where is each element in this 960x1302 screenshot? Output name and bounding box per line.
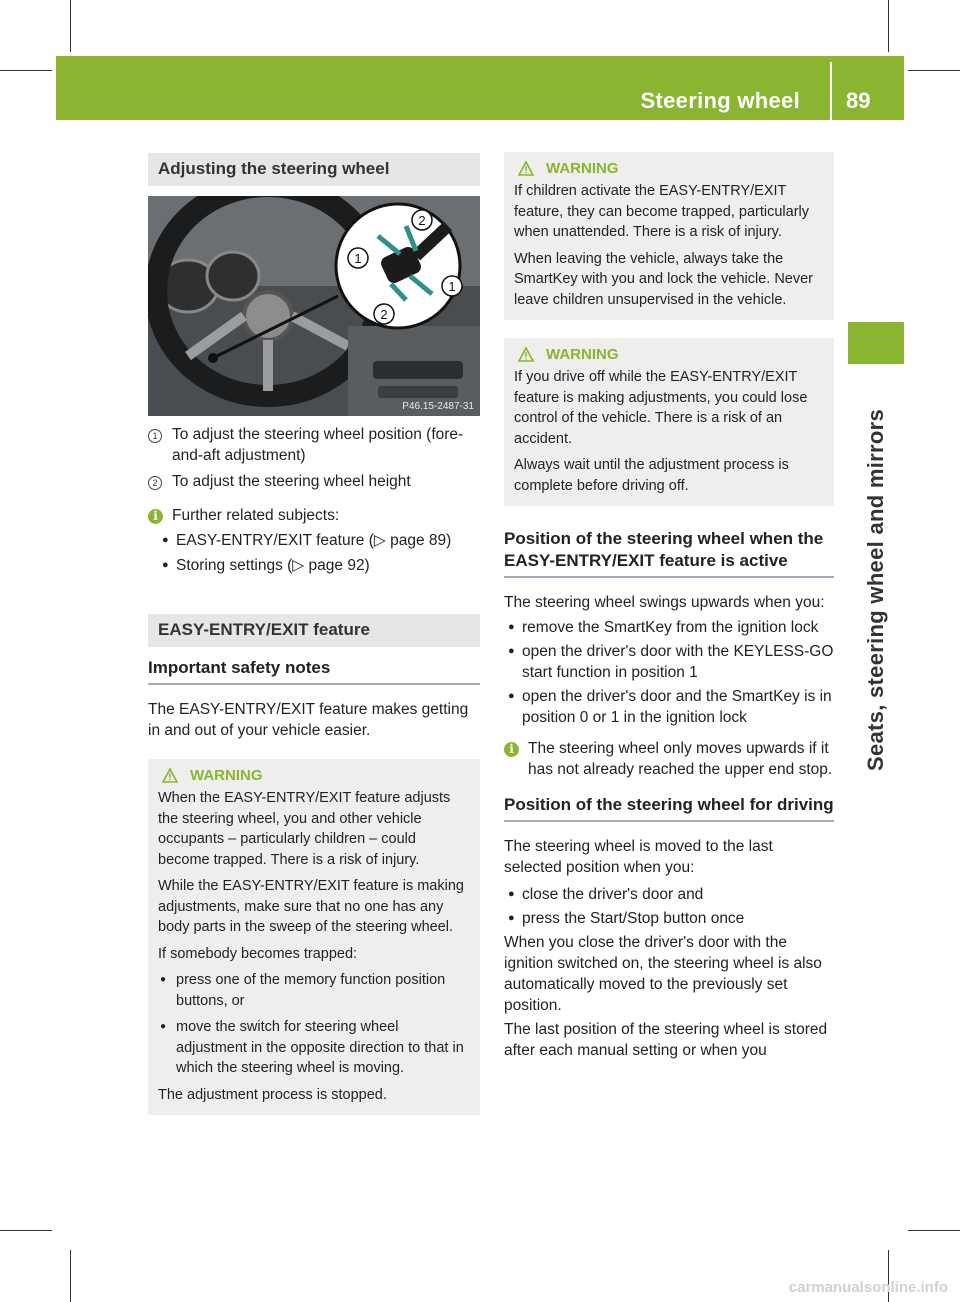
section-title: Adjusting the steering wheel <box>148 153 480 186</box>
legend-number: 2 <box>148 476 162 490</box>
warning-text: While the EASY-ENTRY/EXIT feature is making adjustments, make sure that no one has any body parts in the sweep of the steering wheel. <box>158 878 464 935</box>
list-item-text: close the driver's door and <box>522 886 704 903</box>
crop-mark <box>70 0 71 52</box>
image-code: P46.15-2487-31 <box>402 401 474 412</box>
list-item: ● Storing settings (▷ page 92) <box>162 557 370 574</box>
callout-label: 2 <box>380 307 388 322</box>
warning-title: WARNING <box>546 160 619 177</box>
chapter-side-label <box>848 375 904 805</box>
legend-item <box>148 424 480 466</box>
legend-item <box>148 471 480 492</box>
warning-text: If you drive off while the EASY-ENTRY/EXIT feature is making adjustments, you could lose control of the vehicle. There is a risk of an accident. <box>514 369 808 447</box>
callout-label: 1 <box>354 251 362 266</box>
left-column <box>148 153 480 1115</box>
warning-text: When leaving the vehicle, always take the SmartKey with you and lock the vehicle. Never leave children unsupervised in the vehicle. <box>514 250 813 308</box>
warning-bullet-text: press one of the memory function position buttons, or <box>176 972 446 1009</box>
crop-mark <box>0 1230 52 1231</box>
warning-title: WARNING <box>546 346 619 363</box>
list-item: ● press the Start/Stop button once <box>508 910 745 927</box>
cross-reference-link[interactable]: Storing settings (▷ page 92) <box>176 557 370 574</box>
list-item-text: remove the SmartKey from the ignition lock <box>522 619 819 636</box>
warning-box <box>504 152 834 320</box>
list-item: ● press one of the memory function position buttons, or <box>158 970 470 1011</box>
list-item: ● remove the SmartKey from the ignition lock <box>508 619 819 636</box>
legend-text: To adjust the steering wheel height <box>172 473 411 490</box>
list-item-text: open the driver's door with the KEYLESS-GO start function in position 1 <box>522 643 834 681</box>
intro-paragraph: The EASY-ENTRY/EXIT feature makes getting in and out of your vehicle easier. <box>148 701 469 739</box>
info-icon: i <box>148 509 163 524</box>
callout-label: 2 <box>418 213 426 228</box>
warning-text: If somebody becomes trapped: <box>158 945 358 962</box>
list-item-text: press the Start/Stop button once <box>522 910 745 927</box>
warning-triangle-icon <box>162 768 178 783</box>
info-text: The steering wheel only moves upwards if it has not already reached the upper end stop. <box>528 740 833 778</box>
body-paragraph: The last position of the steering wheel is stored after each manual setting or when you <box>504 1021 828 1059</box>
warning-triangle-icon <box>518 347 534 362</box>
crop-mark <box>908 1230 960 1231</box>
info-text: Further related subjects: <box>172 507 340 524</box>
steering-wheel-photo <box>148 196 480 416</box>
warning-title: WARNING <box>190 767 263 784</box>
body-paragraph: When you close the driver's door with the ignition switched on, the steering wheel is also automatically moved to the previously set position. <box>504 934 822 1014</box>
page-title: Steering wheel <box>640 88 800 113</box>
info-note <box>148 505 480 526</box>
warning-box <box>504 338 834 506</box>
warning-text: Always wait until the adjustment process is complete before driving off. <box>514 457 789 494</box>
warning-text: The adjustment process is stopped. <box>158 1086 387 1103</box>
info-icon: i <box>504 742 519 757</box>
list-item: ● close the driver's door and <box>508 886 704 903</box>
warning-triangle-icon <box>518 161 534 176</box>
page-number: 89 <box>846 88 871 113</box>
crop-mark <box>888 0 889 52</box>
warning-text: When the EASY-ENTRY/EXIT feature adjusts the steering wheel, you and other vehicle occupants – particularly children – could become trapped. There is a risk of injury. <box>158 790 451 868</box>
cross-reference-link[interactable]: EASY-ENTRY/EXIT feature (▷ page 89) <box>176 532 452 549</box>
right-column <box>504 152 834 1061</box>
list-item-text: open the driver's door and the SmartKey is in position 0 or 1 in the ignition lock <box>522 688 832 726</box>
list-item: ● move the switch for steering wheel adjustment in the opposite direction to that in which the steering wheel is moving. <box>158 1017 470 1079</box>
subsection-title: Position of the steering wheel for driving <box>504 794 834 822</box>
list-item: ● EASY-ENTRY/EXIT feature (▷ page 89) <box>162 532 452 549</box>
subsection-title: Important safety notes <box>148 657 480 685</box>
crop-mark <box>70 1250 71 1302</box>
section-title: EASY-ENTRY/EXIT feature <box>148 614 480 647</box>
list-item: ● open the driver's door with the KEYLESS-GO start function in position 1 <box>508 643 834 681</box>
legend-text: To adjust the steering wheel position (fore-and-aft adjustment) <box>172 426 464 464</box>
warning-bullet-text: move the switch for steering wheel adjustment in the opposite direction to that in which the steering wheel is moving. <box>176 1019 464 1076</box>
list-item: ● open the driver's door and the SmartKey is in position 0 or 1 in the ignition lock <box>508 686 834 728</box>
watermark: carmanualsonline.info <box>788 1279 948 1296</box>
header-divider <box>830 62 832 120</box>
warning-box <box>148 759 480 1115</box>
callout-label: 1 <box>448 279 456 294</box>
body-paragraph: The steering wheel swings upwards when you: <box>504 594 825 611</box>
legend-number: 1 <box>148 429 162 443</box>
subsection-title: Position of the steering wheel when the EASY-ENTRY/EXIT feature is active <box>504 528 834 578</box>
crop-mark <box>0 70 52 71</box>
crop-mark <box>908 70 960 71</box>
info-note <box>504 738 834 780</box>
chapter-label-text: Seats, steering wheel and mirrors <box>863 408 888 772</box>
body-paragraph: The steering wheel is moved to the last selected position when you: <box>504 838 773 876</box>
chapter-tab-marker <box>848 322 904 364</box>
warning-text: If children activate the EASY-ENTRY/EXIT feature, they can become trapped, particularly when unattended. There is a risk of injury. <box>514 183 809 240</box>
